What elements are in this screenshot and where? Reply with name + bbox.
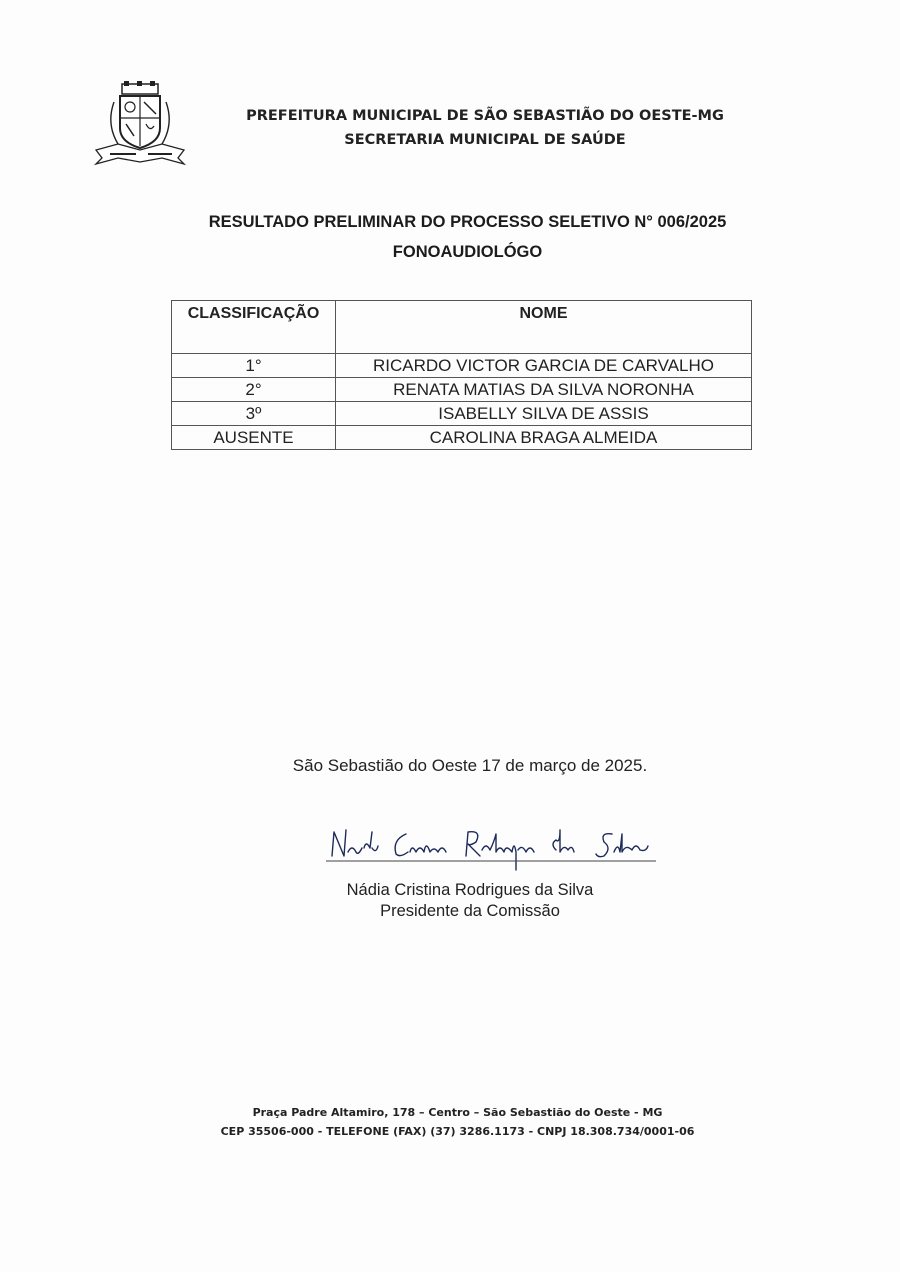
- column-header-classificacao: CLASSIFICAÇÃO: [172, 301, 336, 354]
- page-footer: [150, 1103, 765, 1141]
- date-line: São Sebastião do Oeste 17 de março de 2025.: [292, 756, 648, 775]
- document-title: [150, 207, 785, 267]
- header-titles: [225, 104, 745, 152]
- cell-classificacao: 3º: [172, 402, 336, 426]
- municipality-name: PREFEITURA MUNICIPAL DE SÃO SEBASTIÃO DO OESTE-MG: [246, 108, 724, 124]
- column-header-nome: NOME: [336, 301, 752, 354]
- cell-nome: RENATA MATIAS DA SILVA NORONHA: [336, 378, 752, 402]
- footer-contact: CEP 35506-000 - TELEFONE (FAX) (37) 3286.1173 - CNPJ 18.308.734/0001-06: [220, 1125, 695, 1138]
- cell-nome: RICARDO VICTOR GARCIA DE CARVALHO: [336, 354, 752, 378]
- cell-classificacao: AUSENTE: [172, 426, 336, 450]
- table-row: [172, 402, 752, 426]
- cell-nome: CAROLINA BRAGA ALMEIDA: [336, 426, 752, 450]
- cell-nome: ISABELLY SILVA DE ASSIS: [336, 402, 752, 426]
- table-header-row: [172, 301, 752, 354]
- signer-role: Presidente da Comissão: [380, 902, 560, 920]
- cell-classificacao: 2°: [172, 378, 336, 402]
- table-row: [172, 426, 752, 450]
- position-name: FONOAUDIOLÓGO: [392, 243, 543, 261]
- table-row: [172, 378, 752, 402]
- table-row: [172, 354, 752, 378]
- signer-name: Nádia Cristina Rodrigues da Silva: [346, 881, 594, 899]
- signer-block: [260, 880, 680, 922]
- handwritten-signature: [320, 818, 660, 880]
- results-table: [171, 300, 752, 450]
- municipal-crest-icon: [92, 80, 188, 166]
- department-name: SECRETARIA MUNICIPAL DE SAÚDE: [344, 132, 626, 148]
- footer-address: Praça Padre Altamiro, 178 – Centro – São Sebastião do Oeste - MG: [252, 1106, 663, 1119]
- cell-classificacao: 1°: [172, 354, 336, 378]
- title-line: RESULTADO PRELIMINAR DO PROCESSO SELETIVO N° 006/2025: [208, 213, 727, 231]
